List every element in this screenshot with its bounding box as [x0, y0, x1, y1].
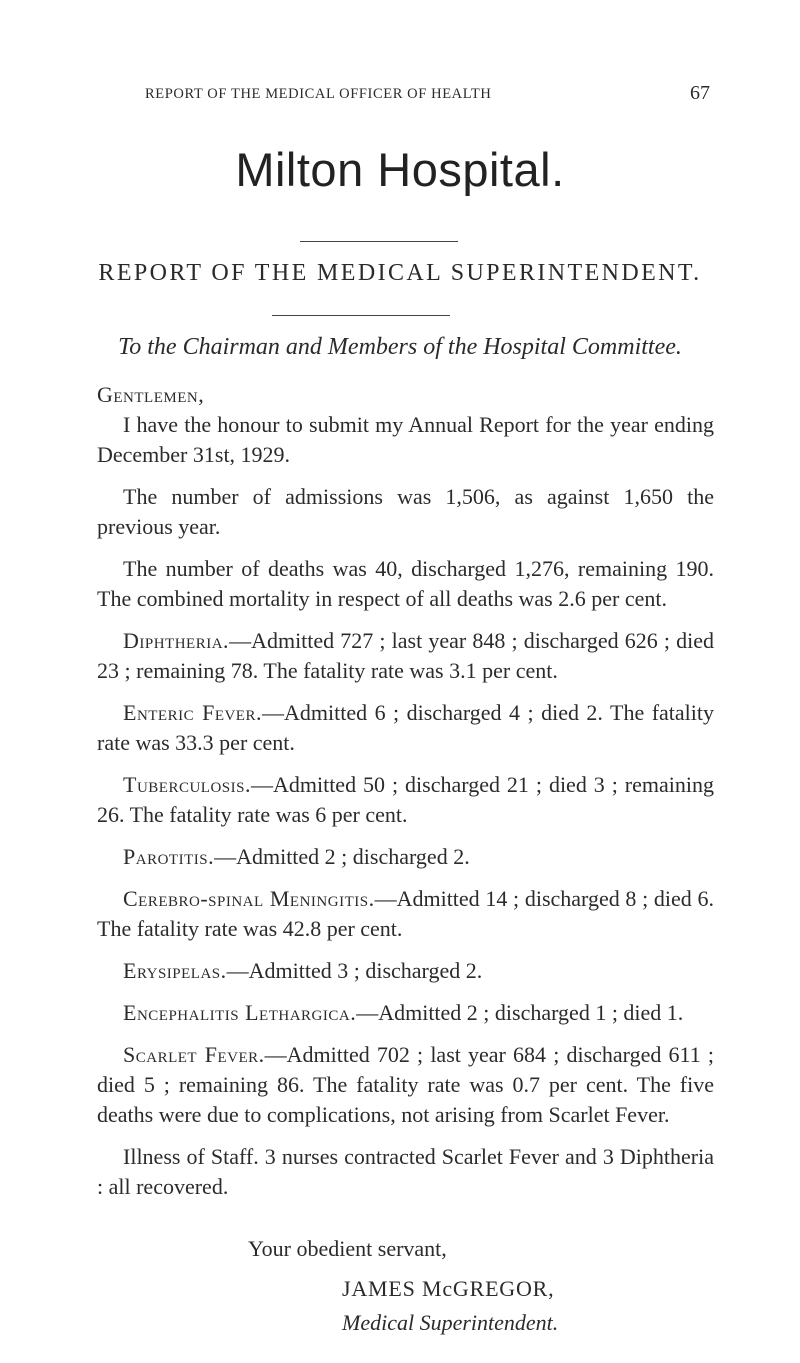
hospital-title: Milton Hospital.	[235, 143, 565, 196]
paragraph-deaths: The number of deaths was 40, discharged 1,276, remaining 190. The combined mortality in respect of all deaths was 2.6 per cent.	[97, 556, 714, 611]
signatory-position: Medical Superintendent.	[342, 1310, 559, 1335]
disease-heading: Scarlet Fever.	[123, 1042, 265, 1067]
paragraph-staff-illness: Illness of Staff. 3 nurses contracted Scarlet Fever and 3 Diphtheria : all recovered.	[97, 1144, 714, 1199]
disease-heading: Erysipelas.	[123, 958, 227, 983]
paragraph-diphtheria	[97, 626, 714, 686]
valediction: Your obedient servant,	[248, 1236, 447, 1261]
disease-text: —Admitted 2 ; discharged 2.	[214, 844, 470, 869]
page-number: 67	[690, 82, 710, 104]
disease-heading: Parotitis.	[123, 844, 215, 869]
disease-text: —Admitted 14 ; discharged 8 ; died 6. The fatality rate was 42.8 per cent.	[97, 886, 714, 941]
address-line: To the Chairman and Members of the Hospital Committee.	[118, 334, 682, 360]
salutation: Gentlemen,	[97, 382, 205, 407]
paragraph-parotitis	[97, 842, 714, 872]
paragraph-enteric-fever	[97, 698, 714, 758]
paragraph-intro: I have the honour to submit my Annual Report for the year ending December 31st, 1929.	[97, 412, 714, 467]
disease-text: —Admitted 50 ; discharged 21 ; died 3 ; remaining 26. The fatality rate was 6 per cent.	[97, 772, 714, 827]
paragraph-admissions: The number of admissions was 1,506, as against 1,650 the previous year.	[97, 484, 714, 539]
signatory-name: JAMES McGREGOR,	[342, 1276, 555, 1301]
disease-heading: Enteric Fever.	[123, 700, 262, 725]
paragraph-erysipelas	[97, 956, 714, 986]
paragraph-meningitis	[97, 884, 714, 944]
disease-heading: Cerebro-spinal Meningitis.	[123, 886, 375, 911]
disease-heading: Encephalitis Lethargica.	[123, 1000, 357, 1025]
report-body	[97, 380, 714, 1214]
disease-heading: Diphtheria.	[123, 628, 230, 653]
disease-text: —Admitted 727 ; last year 848 ; discharged 626 ; died 23 ; remaining 78. The fatality rate was 3.1 per cent.	[97, 628, 714, 683]
paragraph-scarlet-fever	[97, 1040, 714, 1130]
disease-heading: Tuberculosis.	[123, 772, 251, 797]
report-title: REPORT OF THE MEDICAL SUPERINTENDENT.	[98, 260, 702, 286]
disease-text: —Admitted 6 ; discharged 4 ; died 2. The fatality rate was 33.3 per cent.	[97, 700, 714, 755]
disease-text: —Admitted 2 ; discharged 1 ; died 1.	[356, 1000, 684, 1025]
divider-rule	[272, 315, 450, 316]
disease-text: —Admitted 702 ; last year 684 ; discharged 611 ; died 5 ; remaining 86. The fatality rate was 0.7 per cent. The five deaths were due to complications, not arising from Scarlet Fever.	[97, 1042, 714, 1127]
paragraph-encephalitis	[97, 998, 714, 1028]
disease-text: —Admitted 3 ; discharged 2.	[226, 958, 483, 983]
running-header-title: REPORT OF THE MEDICAL OFFICER OF HEALTH	[145, 86, 492, 102]
divider-rule	[300, 241, 458, 242]
paragraph-tuberculosis	[97, 770, 714, 830]
